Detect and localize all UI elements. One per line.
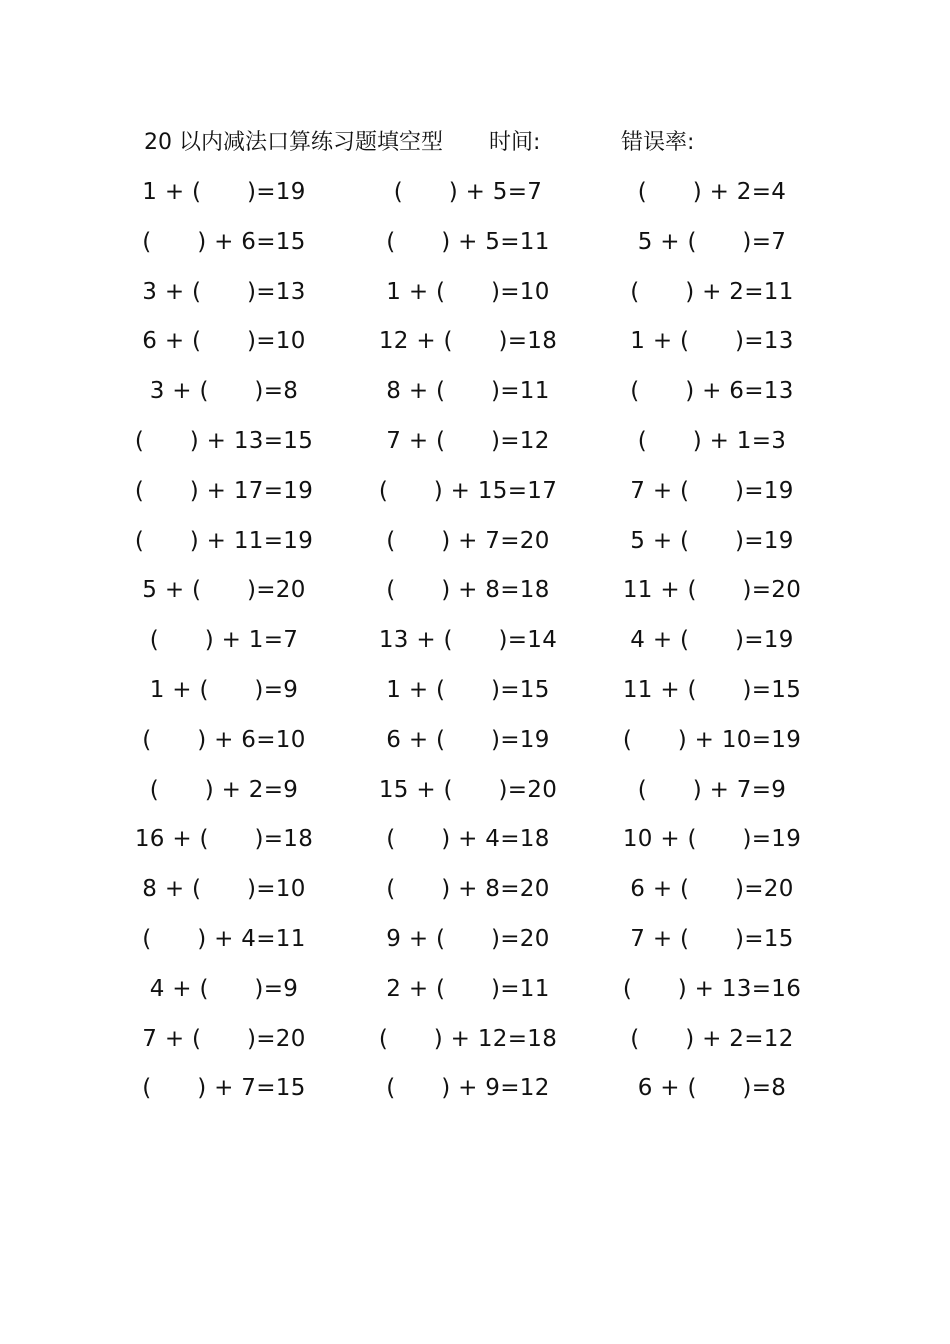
problem-equation: ( ) + 5=11 — [386, 228, 550, 255]
problem-row — [0, 1021, 950, 1071]
problem-equation: 12 + ( )=18 — [378, 328, 558, 355]
problem-equation: ( ) + 1=7 — [149, 627, 299, 654]
problem-equation: ( ) + 10=19 — [622, 726, 802, 753]
problem-equation: 6 + ( )=20 — [630, 876, 794, 903]
problem-equation: 3 + ( )=8 — [149, 378, 299, 405]
problem-equation: 3 + ( )=13 — [142, 278, 306, 305]
problem-row — [0, 921, 950, 971]
problem-equation: ( ) + 2=12 — [630, 1025, 794, 1052]
problem-equation: ( ) + 2=4 — [637, 179, 787, 205]
problem-equation: ( ) + 11=19 — [134, 527, 314, 554]
problem-row — [0, 174, 950, 224]
problem-equation: ( ) + 4=18 — [386, 826, 550, 853]
problem-equation: 1 + ( )=19 — [142, 179, 306, 205]
problem-row — [0, 224, 950, 274]
problem-equation: 1 + ( )=13 — [630, 328, 794, 355]
problem-row — [0, 423, 950, 473]
problem-row — [0, 672, 950, 722]
problem-equation: 4 + ( )=19 — [630, 627, 794, 654]
problem-equation: ( ) + 6=15 — [142, 228, 306, 255]
problem-equation: 1 + ( )=9 — [149, 676, 299, 703]
problem-equation: 2 + ( )=11 — [386, 975, 550, 1002]
problem-equation: 1 + ( )=10 — [386, 278, 550, 305]
problem-row — [0, 373, 950, 423]
problem-equation: 4 + ( )=9 — [149, 975, 299, 1002]
problem-equation: 7 + ( )=12 — [386, 427, 550, 454]
error-rate-label: 错误率: — [621, 130, 695, 155]
problem-equation: 8 + ( )=11 — [386, 378, 550, 405]
problem-equation: ( ) + 1=3 — [637, 427, 787, 454]
problem-equation: ( ) + 7=15 — [142, 1075, 306, 1102]
time-label: 时间: — [489, 130, 541, 155]
problem-row — [0, 523, 950, 573]
problem-equation: ( ) + 17=19 — [134, 477, 314, 504]
problem-row — [0, 871, 950, 921]
problem-equation: 5 + ( )=19 — [630, 527, 794, 554]
problem-equation: 11 + ( )=20 — [622, 577, 802, 604]
problem-equation: 13 + ( )=14 — [378, 627, 558, 654]
problem-row — [0, 274, 950, 324]
problem-equation: 7 + ( )=15 — [630, 925, 794, 952]
problem-equation: ( ) + 8=20 — [386, 876, 550, 903]
problem-row — [0, 821, 950, 871]
problem-equation: ( ) + 6=10 — [142, 726, 306, 753]
problem-row — [0, 722, 950, 772]
problem-equation: 10 + ( )=19 — [622, 826, 802, 853]
problem-equation: 15 + ( )=20 — [378, 776, 558, 803]
problem-equation: 5 + ( )=7 — [637, 228, 787, 255]
problem-equation: ( ) + 13=16 — [622, 975, 802, 1002]
worksheet-title: 20 以内减法口算练习题填空型 — [144, 130, 443, 155]
problem-equation: 7 + ( )=20 — [142, 1025, 306, 1052]
problem-equation: ( ) + 13=15 — [134, 427, 314, 454]
problem-equation: 5 + ( )=20 — [142, 577, 306, 604]
problem-equation: 6 + ( )=10 — [142, 328, 306, 355]
problem-equation: ( ) + 2=11 — [630, 278, 794, 305]
problem-row — [0, 323, 950, 373]
problem-equation: ( ) + 15=17 — [378, 477, 558, 504]
problem-equation: ( ) + 7=9 — [637, 776, 787, 803]
problem-equation: 11 + ( )=15 — [622, 676, 802, 703]
problem-row — [0, 572, 950, 622]
problem-equation: ( ) + 4=11 — [142, 925, 306, 952]
problem-equation: ( ) + 7=20 — [386, 527, 550, 554]
problem-row — [0, 971, 950, 1021]
problem-equation: 8 + ( )=10 — [142, 876, 306, 903]
problem-equation: ( ) + 12=18 — [378, 1025, 558, 1052]
worksheet-header — [144, 127, 844, 159]
problem-row — [0, 473, 950, 523]
problem-equation: ( ) + 5=7 — [393, 179, 543, 205]
problem-row — [0, 772, 950, 822]
problem-equation: ( ) + 2=9 — [149, 776, 299, 803]
problem-equation: 7 + ( )=19 — [630, 477, 794, 504]
problem-equation: ( ) + 8=18 — [386, 577, 550, 604]
problem-equation: 6 + ( )=8 — [637, 1075, 787, 1102]
problem-equation: 6 + ( )=19 — [386, 726, 550, 753]
problem-equation: ( ) + 6=13 — [630, 378, 794, 405]
problem-equation: 16 + ( )=18 — [134, 826, 314, 853]
problem-row — [0, 1070, 950, 1120]
problem-equation: ( ) + 9=12 — [386, 1075, 550, 1102]
problem-row — [0, 622, 950, 672]
problem-equation: 9 + ( )=20 — [386, 925, 550, 952]
problem-equation: 1 + ( )=15 — [386, 676, 550, 703]
problem-grid — [0, 174, 950, 1120]
